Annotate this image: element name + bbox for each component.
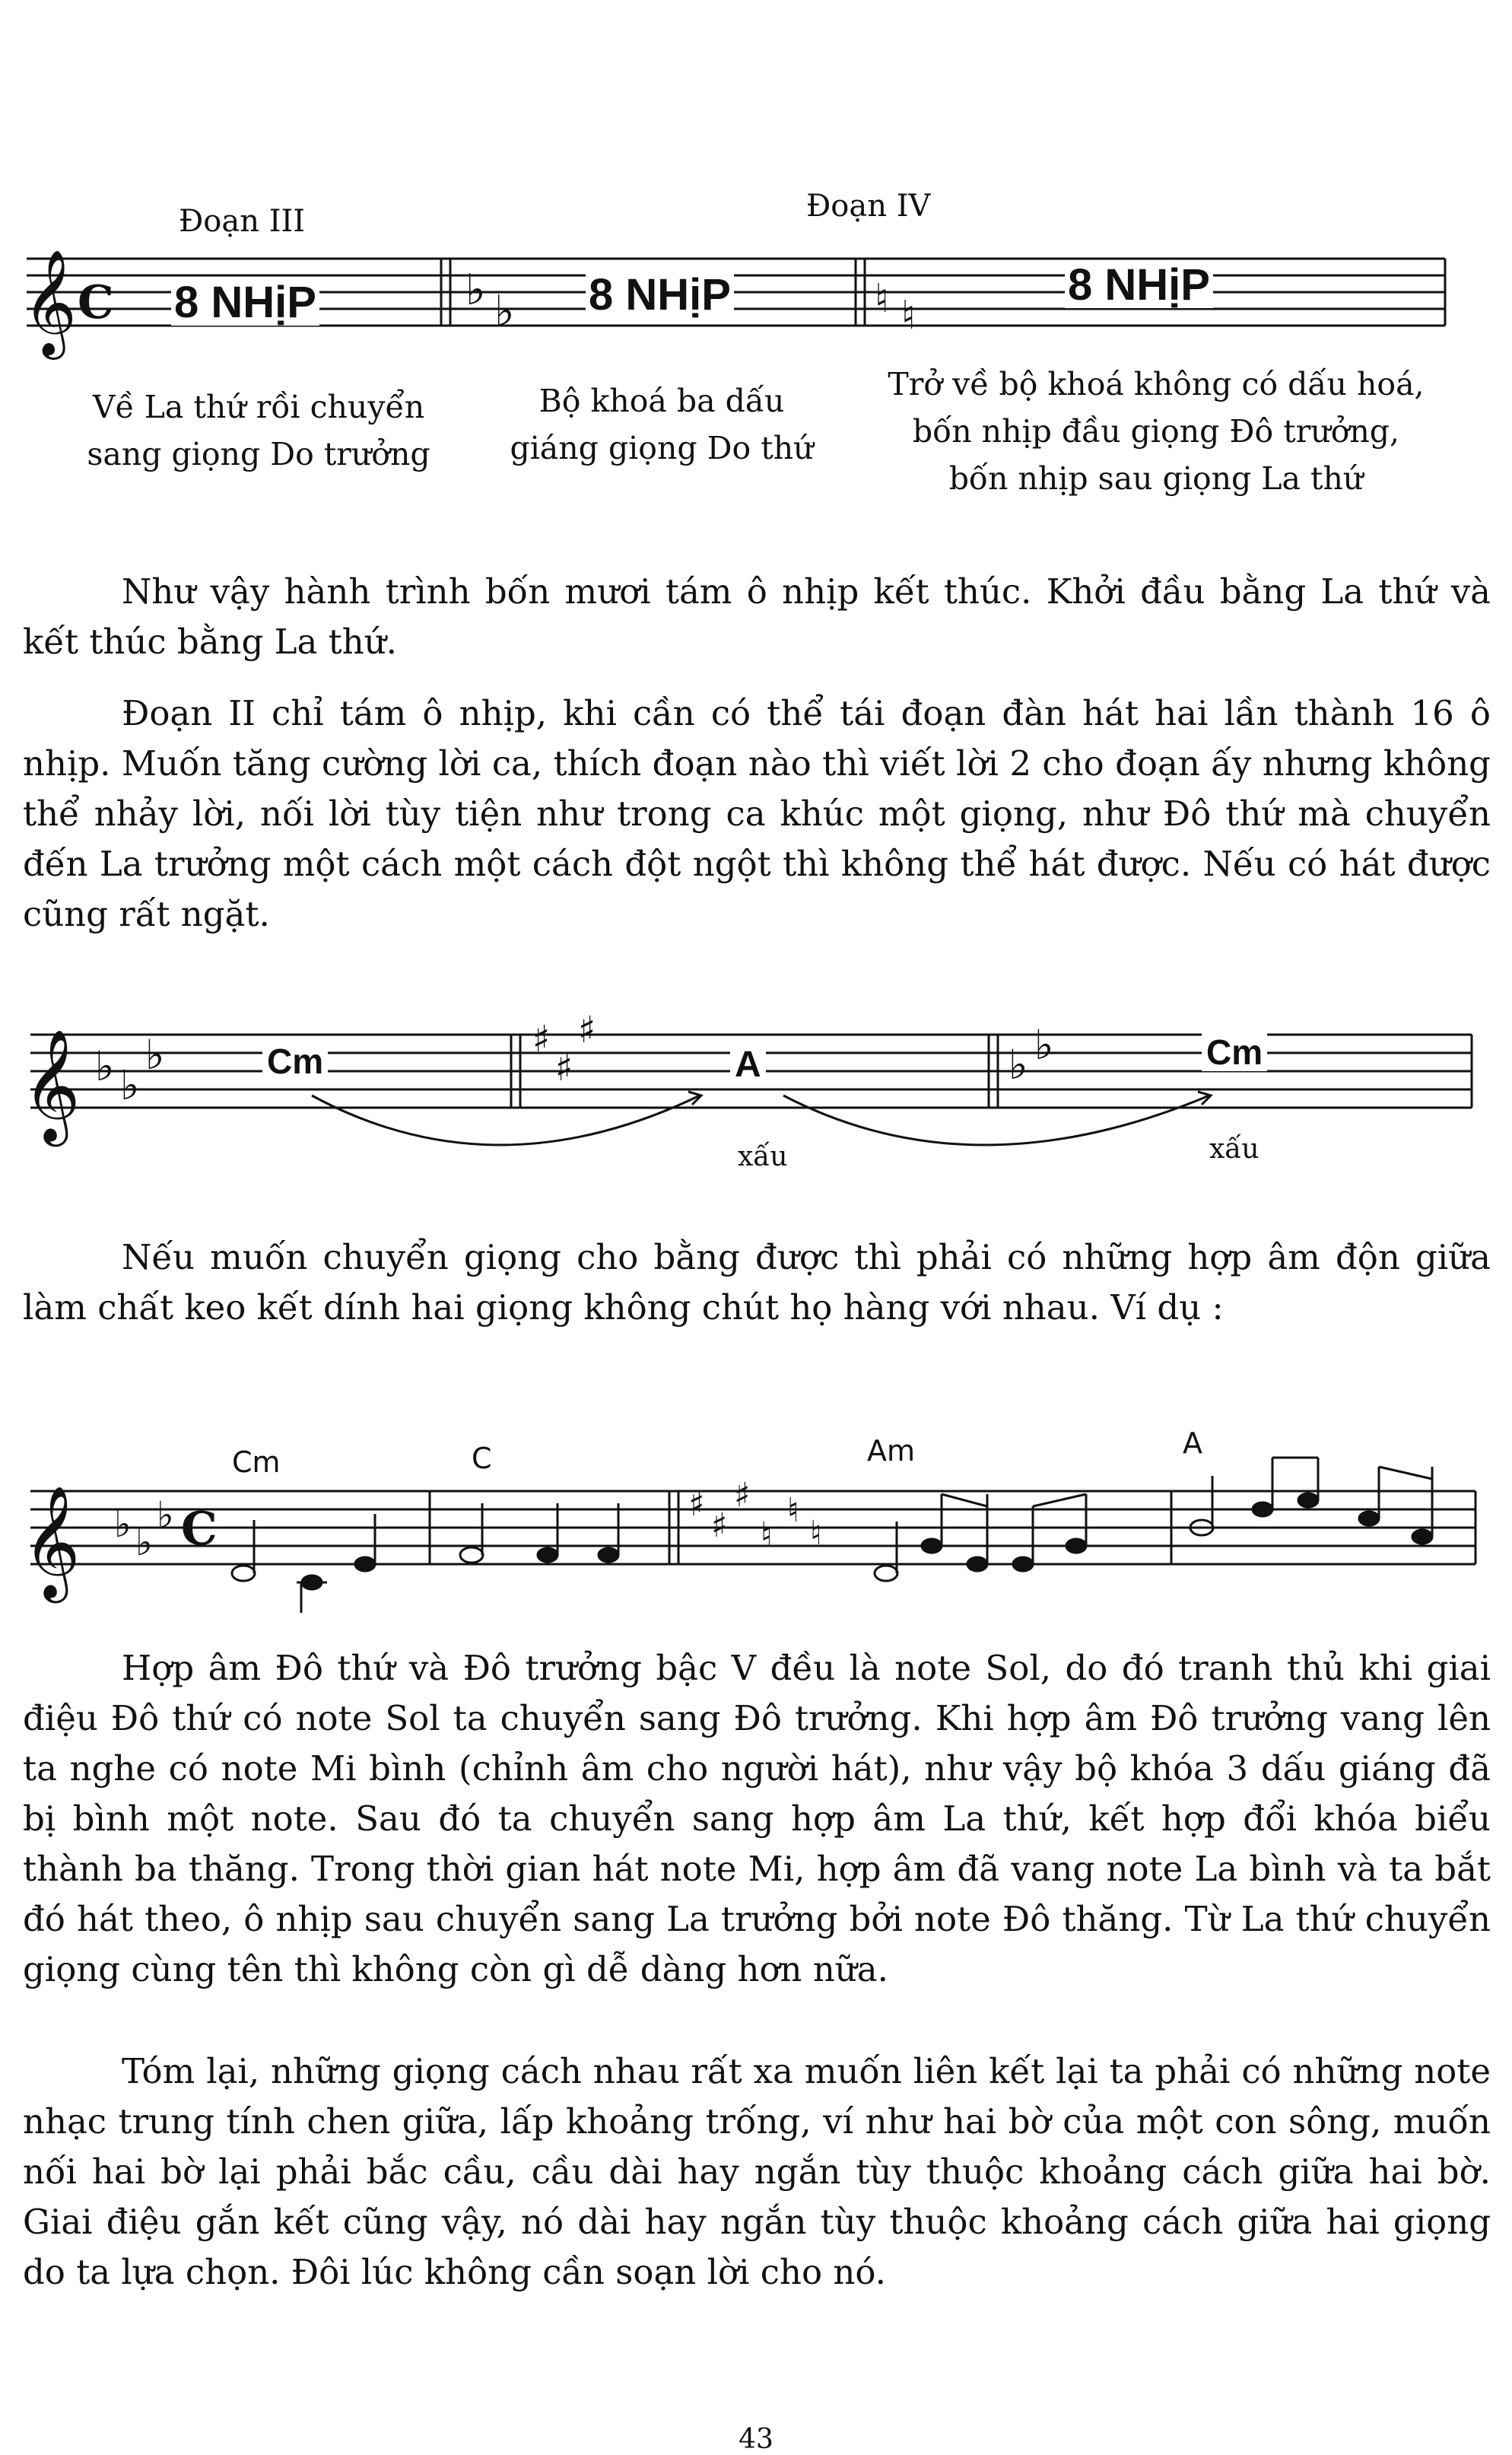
sharp-icon: ♯ <box>532 1018 551 1061</box>
common-time-icon: C <box>78 276 114 329</box>
caption-section-3b: Bộ khoá ba dấu giáng giọng Do thứ <box>510 383 814 466</box>
chord-label-cm-2: Cm <box>1202 1033 1267 1071</box>
flat-icon: ♭ <box>157 1494 174 1537</box>
transition-arc-2 <box>783 1096 1209 1145</box>
section-label-doan-3: Đoạn III <box>179 204 306 239</box>
flat-icon: ♭ <box>114 1503 132 1546</box>
sharp-icon: ♯ <box>555 1047 573 1089</box>
sharp-icon: ♯ <box>734 1476 751 1515</box>
chord-label-a: A <box>730 1046 766 1084</box>
chord-label-cm: Cm <box>262 1042 328 1080</box>
flat-icon: ♭ <box>1009 1041 1028 1089</box>
caption-section-4: Trở về bộ khoá không có dấu hoá, bốn nhịp đầu giọng Đô trưởng, bốn nhịp sau giọng La thứ <box>888 366 1425 497</box>
transition-arc-1 <box>312 1096 700 1145</box>
flat-icon: ♭ <box>135 1522 153 1564</box>
chord-symbol-a: A <box>1183 1426 1202 1460</box>
natural-icon: ♮ <box>875 276 889 322</box>
paragraph-2: Đoạn II chỉ tám ô nhịp, khi cần có thể tái đoạn đàn hát hai lần thành 16 ô nhịp. Muốn tăng cường lời ca, thích đoạn nào thì viết lời 2 cho đoạn ấy nhưng không thể nhảy lời, nối lời tùy tiện như trong ca khúc một giọng, như Đô thứ mà chuyển đến La trưởng một cách một cách đột ngột thì không thể hát được. Nếu có hát được cũng rất ngặt. <box>23 693 1491 934</box>
caption-section-3: Về La thứ rồi chuyển sang giọng Do trưởng <box>87 389 430 472</box>
staff-melody-example <box>0 1430 1512 1613</box>
chord-symbol-c: C <box>472 1442 492 1475</box>
paragraph-4: Hợp âm Đô thứ và Đô trưởng bậc V đều là note Sol, do đó tranh thủ khi giai điệu Đô thứ có note Sol ta chuyển sang Đô trưởng. Khi hợp âm Đô trưởng vang lên ta nghe có note Mi bình (chỉnh âm cho người hát), như vậy bộ khóa 3 dấu giáng đã bị bình một note. Sau đó ta chuyển sang hợp âm La thứ, kết hợp đổi khóa biểu thành ba thăng. Trong thời gian hát note Mi, hợp âm đã vang note La bình và ta bắt đó hát theo, ô nhịp sau chuyển sang La trưởng bởi note Đô thăng. Từ La thứ chuyển giọng cùng tên thì không còn gì dễ dàng hơn nữa. <box>23 1648 1491 1989</box>
natural-icon: ♮ <box>901 293 916 339</box>
sharp-icon: ♯ <box>578 1009 596 1051</box>
common-time-icon: C <box>181 1503 218 1556</box>
paragraph-3: Nếu muốn chuyển giọng cho bằng được thì phải có những hợp âm độn giữa làm chất keo kết dính hai giọng không chút họ hàng với nhau. Ví dụ : <box>23 1237 1491 1328</box>
annotation-xau-2: xấu <box>1209 1134 1259 1165</box>
flat-icon: ♭ <box>120 1061 140 1109</box>
chord-symbol-cm: Cm <box>232 1445 281 1479</box>
bar-count-box-1: 8 NHịP <box>171 280 319 326</box>
natural-icon: ♮ <box>810 1514 822 1553</box>
flat-icon: ♭ <box>145 1031 165 1079</box>
treble-clef-icon: 𝄞 <box>23 1485 81 1598</box>
flat-icon: ♭ <box>95 1042 115 1090</box>
sharp-icon: ♯ <box>688 1485 705 1524</box>
treble-clef-icon: 𝄞 <box>23 250 77 355</box>
section-label-doan-4: Đoạn IV <box>806 189 931 224</box>
flat-icon: ♭ <box>494 287 515 336</box>
treble-clef-icon: 𝄞 <box>23 1029 81 1142</box>
natural-icon: ♮ <box>761 1515 773 1554</box>
page-number: 43 <box>739 2424 773 2455</box>
flat-icon: ♭ <box>465 266 486 315</box>
bar-count-box-2: 8 NHịP <box>586 272 734 318</box>
chord-symbol-am: Am <box>867 1434 916 1468</box>
paragraph-1: Như vậy hành trình bốn mươi tám ô nhịp kết thúc. Khởi đầu bằng La thứ và kết thúc bằng La thứ. <box>23 571 1491 662</box>
bar-count-box-3: 8 NHịP <box>1065 262 1213 308</box>
flat-icon: ♭ <box>1034 1021 1054 1069</box>
melody-notes <box>232 1458 1432 1613</box>
sharp-icon: ♯ <box>711 1506 728 1545</box>
natural-icon: ♮ <box>787 1491 799 1530</box>
paragraph-5: Tóm lại, những giọng cách nhau rất xa muốn liên kết lại ta phải có những note nhạc trung tính chen giữa, lấp khoảng trống, ví như hai bờ của một con sông, muốn nối hai bờ lại phải bắc cầu, cầu dài hay ngắn tùy thuộc khoảng cách giữa hai bờ. Giai điệu gắn kết cũng vậy, nó dài hay ngắn tùy thuộc khoảng cách giữa hai giọng do ta lựa chọn. Đôi lúc không cần soạn lời cho nó. <box>23 2051 1491 2292</box>
annotation-xau-1: xấu <box>738 1141 788 1172</box>
